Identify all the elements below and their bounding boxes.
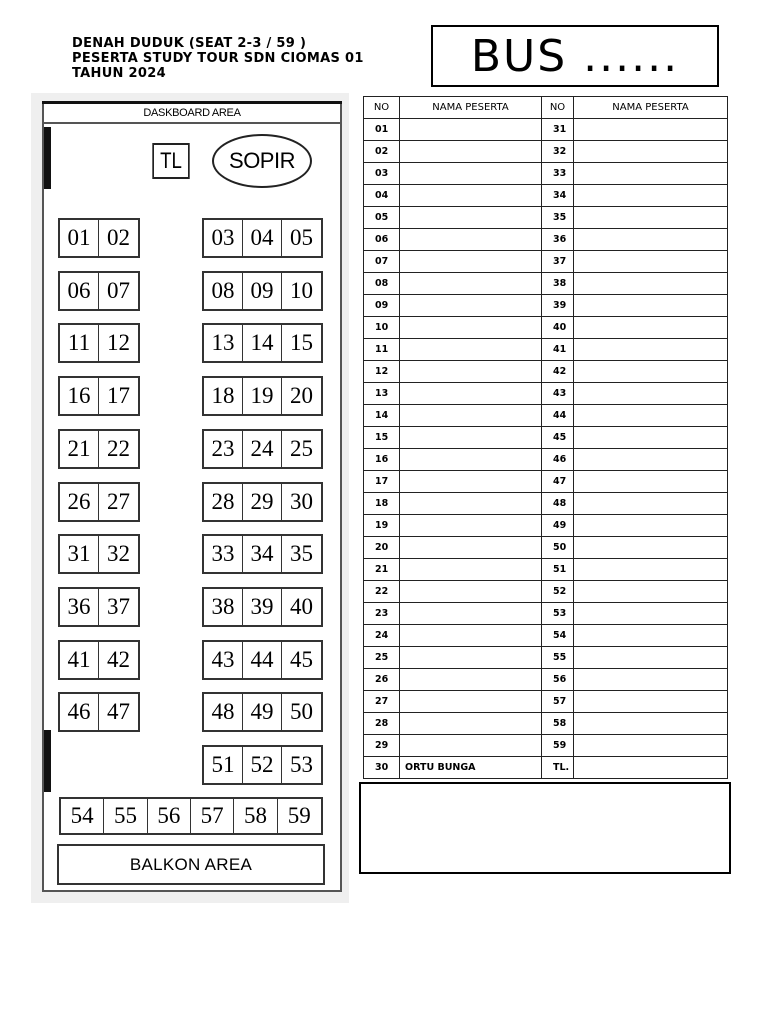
participant-name-cell[interactable] xyxy=(574,295,728,317)
participant-name-cell[interactable] xyxy=(574,471,728,493)
dashboard-area-label: DASKBOARD AREA xyxy=(42,104,342,124)
seat: 14 xyxy=(243,325,282,361)
seat-group-left xyxy=(58,534,140,574)
row-number: 49 xyxy=(542,515,574,537)
seat: 29 xyxy=(243,484,282,520)
row-number: 32 xyxy=(542,141,574,163)
participant-name-cell[interactable] xyxy=(574,207,728,229)
row-number: 05 xyxy=(364,207,400,229)
participant-name-cell[interactable] xyxy=(574,273,728,295)
row-number: 24 xyxy=(364,625,400,647)
seat: 20 xyxy=(290,383,314,408)
participant-name-cell[interactable] xyxy=(400,713,542,735)
participant-name-cell[interactable] xyxy=(574,603,728,625)
row-number: 14 xyxy=(364,405,400,427)
table-row xyxy=(364,757,728,779)
row-number: 34 xyxy=(542,185,574,207)
seat-group-right xyxy=(202,271,323,311)
row-number: 07 xyxy=(364,251,400,273)
seat: 58 xyxy=(234,799,277,833)
row-number: 36 xyxy=(542,229,574,251)
seat: 44 xyxy=(243,642,282,678)
table-row xyxy=(364,581,728,603)
table-row xyxy=(364,207,728,229)
seat: 06 xyxy=(60,273,99,309)
participant-name-cell[interactable] xyxy=(400,273,542,295)
row-number: 03 xyxy=(364,163,400,185)
participant-name-cell[interactable] xyxy=(400,317,542,339)
participant-name-cell[interactable] xyxy=(400,405,542,427)
row-number: 01 xyxy=(364,119,400,141)
row-number: 58 xyxy=(542,713,574,735)
seat: 59 xyxy=(287,803,311,828)
table-row xyxy=(364,449,728,471)
header-name: NAMA PESERTA xyxy=(574,97,728,119)
seat: 03 xyxy=(204,220,243,256)
row-number: 23 xyxy=(364,603,400,625)
participant-name-cell[interactable] xyxy=(574,427,728,449)
participant-name-cell[interactable] xyxy=(574,405,728,427)
table-row xyxy=(364,141,728,163)
seat: 18 xyxy=(204,378,243,414)
table-row xyxy=(364,317,728,339)
seat-group-right xyxy=(202,482,323,522)
participant-name-cell[interactable] xyxy=(400,383,542,405)
participant-name-cell[interactable] xyxy=(400,691,542,713)
participant-name-cell[interactable] xyxy=(574,361,728,383)
table-row xyxy=(364,229,728,251)
row-number: 16 xyxy=(364,449,400,471)
participant-name-cell[interactable] xyxy=(574,119,728,141)
row-number: 41 xyxy=(542,339,574,361)
seat: 57 xyxy=(191,799,234,833)
participant-name-cell[interactable] xyxy=(400,427,542,449)
seat-group-right xyxy=(202,692,323,732)
participant-name-cell[interactable] xyxy=(400,141,542,163)
seat: 21 xyxy=(60,431,99,467)
seat-group-right xyxy=(202,587,323,627)
row-number: 50 xyxy=(542,537,574,559)
participant-name-cell[interactable] xyxy=(574,735,728,757)
participant-table xyxy=(363,96,728,779)
seat: 43 xyxy=(204,642,243,678)
seat: 09 xyxy=(243,273,282,309)
header-subtitle-line: PESERTA STUDY TOUR SDN CIOMAS 01 xyxy=(72,51,364,66)
seat: 04 xyxy=(243,220,282,256)
header-year-line: TAHUN 2024 xyxy=(72,66,166,81)
row-number: 59 xyxy=(542,735,574,757)
seat: 49 xyxy=(243,694,282,730)
row-number: 43 xyxy=(542,383,574,405)
seat: 52 xyxy=(243,747,282,783)
tour-leader-seat: TL xyxy=(152,143,189,179)
seat-group-left xyxy=(58,692,140,732)
table-row xyxy=(364,361,728,383)
participant-name-cell[interactable] xyxy=(400,229,542,251)
seat: 41 xyxy=(60,642,99,678)
front-door-marker xyxy=(44,127,51,189)
row-number: 04 xyxy=(364,185,400,207)
seat: 51 xyxy=(204,747,243,783)
participant-name-cell[interactable] xyxy=(400,163,542,185)
row-number: 47 xyxy=(542,471,574,493)
participant-name-cell[interactable] xyxy=(574,559,728,581)
row-number: 37 xyxy=(542,251,574,273)
row-number: 26 xyxy=(364,669,400,691)
participant-name-cell[interactable] xyxy=(400,295,542,317)
table-row xyxy=(364,119,728,141)
participant-name-cell[interactable] xyxy=(400,669,542,691)
row-number: 28 xyxy=(364,713,400,735)
participant-name-cell[interactable]: ORTU BUNGA xyxy=(400,757,542,779)
participant-name-cell[interactable] xyxy=(400,625,542,647)
seat-group-left xyxy=(58,376,140,416)
seat-group-left xyxy=(58,587,140,627)
seat: 40 xyxy=(290,594,314,619)
table-header-row xyxy=(364,97,728,119)
table-row xyxy=(364,405,728,427)
participant-name-cell[interactable] xyxy=(574,141,728,163)
row-number: 38 xyxy=(542,273,574,295)
participant-name-cell[interactable] xyxy=(574,449,728,471)
seat: 26 xyxy=(60,484,99,520)
participant-name-cell[interactable] xyxy=(400,493,542,515)
seat: 39 xyxy=(243,589,282,625)
seat: 11 xyxy=(60,325,99,361)
seat: 12 xyxy=(107,330,130,355)
row-number: 44 xyxy=(542,405,574,427)
participant-name-cell[interactable] xyxy=(574,317,728,339)
table-row xyxy=(364,339,728,361)
seat: 27 xyxy=(107,489,130,514)
row-number: 33 xyxy=(542,163,574,185)
seat: 50 xyxy=(290,699,314,724)
participant-name-cell[interactable] xyxy=(574,185,728,207)
bus-number-box: BUS ...... xyxy=(431,25,719,87)
participant-name-cell[interactable] xyxy=(574,713,728,735)
table-row xyxy=(364,251,728,273)
seat: 34 xyxy=(243,536,282,572)
row-number: 35 xyxy=(542,207,574,229)
seat: 22 xyxy=(107,436,130,461)
participant-name-cell[interactable] xyxy=(400,339,542,361)
table-row xyxy=(364,493,728,515)
back-row-seats xyxy=(59,797,323,835)
seat-group-right xyxy=(202,323,323,363)
row-number: 54 xyxy=(542,625,574,647)
participant-name-cell[interactable] xyxy=(400,361,542,383)
seat: 35 xyxy=(290,541,314,566)
participant-name-cell[interactable] xyxy=(400,185,542,207)
seat: 45 xyxy=(290,647,314,672)
row-number: 56 xyxy=(542,669,574,691)
header-name: NAMA PESERTA xyxy=(400,97,542,119)
table-row xyxy=(364,713,728,735)
table-row xyxy=(364,691,728,713)
seat: 38 xyxy=(204,589,243,625)
row-number: 53 xyxy=(542,603,574,625)
row-number: 17 xyxy=(364,471,400,493)
row-number: 52 xyxy=(542,581,574,603)
notes-box[interactable] xyxy=(359,782,731,874)
seat-group-right xyxy=(202,640,323,680)
table-row xyxy=(364,735,728,757)
participant-name-cell[interactable] xyxy=(574,537,728,559)
seat: 32 xyxy=(107,541,130,566)
row-number: 02 xyxy=(364,141,400,163)
row-number: 55 xyxy=(542,647,574,669)
document-header xyxy=(72,36,364,81)
seat: 36 xyxy=(60,589,99,625)
participant-name-cell[interactable] xyxy=(400,471,542,493)
seat-group-right xyxy=(202,218,323,258)
seat: 08 xyxy=(204,273,243,309)
participant-name-cell[interactable] xyxy=(574,163,728,185)
table-row xyxy=(364,163,728,185)
participant-name-cell[interactable] xyxy=(400,449,542,471)
participant-name-cell[interactable] xyxy=(574,515,728,537)
participant-name-cell[interactable] xyxy=(574,757,728,779)
balkon-area-label: BALKON AREA xyxy=(57,844,325,885)
seat: 53 xyxy=(290,752,314,777)
seat: 47 xyxy=(107,699,130,724)
seat: 16 xyxy=(60,378,99,414)
row-number: 40 xyxy=(542,317,574,339)
seat: 15 xyxy=(290,330,314,355)
seat: 37 xyxy=(107,594,130,619)
participant-name-cell[interactable] xyxy=(400,735,542,757)
table-row xyxy=(364,559,728,581)
row-number: 15 xyxy=(364,427,400,449)
seat-group-left xyxy=(58,323,140,363)
table-row xyxy=(364,669,728,691)
row-number: 06 xyxy=(364,229,400,251)
row-number: 57 xyxy=(542,691,574,713)
table-row xyxy=(364,625,728,647)
participant-name-cell[interactable] xyxy=(400,251,542,273)
seat: 23 xyxy=(204,431,243,467)
table-row xyxy=(364,273,728,295)
participant-name-cell[interactable] xyxy=(400,515,542,537)
seat: 31 xyxy=(60,536,99,572)
seat: 02 xyxy=(107,225,130,250)
seat: 48 xyxy=(204,694,243,730)
row-number: 42 xyxy=(542,361,574,383)
table-row xyxy=(364,383,728,405)
table-row xyxy=(364,647,728,669)
seat-group-right xyxy=(202,376,323,416)
driver-seat: SOPIR xyxy=(212,134,312,188)
seat: 28 xyxy=(204,484,243,520)
row-number: 48 xyxy=(542,493,574,515)
table-row xyxy=(364,295,728,317)
seat-group-left xyxy=(58,218,140,258)
table-row xyxy=(364,427,728,449)
participant-name-cell[interactable] xyxy=(400,581,542,603)
row-number: 51 xyxy=(542,559,574,581)
participant-name-cell[interactable] xyxy=(574,625,728,647)
seat: 05 xyxy=(290,225,314,250)
seat-group-right xyxy=(202,534,323,574)
row-number: 39 xyxy=(542,295,574,317)
header-no: NO xyxy=(364,97,400,119)
participant-name-cell[interactable] xyxy=(574,581,728,603)
row-number: 21 xyxy=(364,559,400,581)
header-title-line: DENAH DUDUK (SEAT 2-3 / 59 ) xyxy=(72,36,307,51)
row-number: 27 xyxy=(364,691,400,713)
table-row xyxy=(364,537,728,559)
participant-name-cell[interactable] xyxy=(400,207,542,229)
seat: 46 xyxy=(60,694,99,730)
participant-name-cell[interactable] xyxy=(400,559,542,581)
row-number: 13 xyxy=(364,383,400,405)
row-number: 46 xyxy=(542,449,574,471)
seat: 19 xyxy=(243,378,282,414)
seat: 17 xyxy=(107,383,130,408)
seat: 24 xyxy=(243,431,282,467)
row-number: 25 xyxy=(364,647,400,669)
row-number: 09 xyxy=(364,295,400,317)
rear-door-marker xyxy=(44,730,51,792)
participant-name-cell[interactable] xyxy=(400,647,542,669)
participant-name-cell[interactable] xyxy=(574,647,728,669)
participant-name-cell[interactable] xyxy=(400,119,542,141)
header-no: NO xyxy=(542,97,574,119)
seat: 30 xyxy=(290,489,314,514)
seat-group-left xyxy=(58,482,140,522)
table-row xyxy=(364,603,728,625)
seat-group-left xyxy=(58,271,140,311)
participant-name-cell[interactable] xyxy=(574,691,728,713)
participant-name-cell[interactable] xyxy=(400,537,542,559)
seat-group-right xyxy=(202,745,323,785)
participant-name-cell[interactable] xyxy=(400,603,542,625)
row-number: 19 xyxy=(364,515,400,537)
seat-group-right xyxy=(202,429,323,469)
table-row xyxy=(364,471,728,493)
seat: 01 xyxy=(60,220,99,256)
seat: 10 xyxy=(290,278,314,303)
seat-group-left xyxy=(58,640,140,680)
seat: 54 xyxy=(61,799,104,833)
seat: 56 xyxy=(148,799,191,833)
row-number: 31 xyxy=(542,119,574,141)
participant-name-cell[interactable] xyxy=(574,493,728,515)
participant-name-cell[interactable] xyxy=(574,669,728,691)
seat-group-left xyxy=(58,429,140,469)
row-number: 45 xyxy=(542,427,574,449)
row-number: 30 xyxy=(364,757,400,779)
row-number: 12 xyxy=(364,361,400,383)
participant-name-cell[interactable] xyxy=(574,383,728,405)
row-number: TL. xyxy=(542,757,574,779)
row-number: 22 xyxy=(364,581,400,603)
row-number: 18 xyxy=(364,493,400,515)
seat: 33 xyxy=(204,536,243,572)
table-row xyxy=(364,185,728,207)
participant-name-cell[interactable] xyxy=(574,229,728,251)
seat: 13 xyxy=(204,325,243,361)
seat: 07 xyxy=(107,278,130,303)
seat: 55 xyxy=(104,799,147,833)
row-number: 29 xyxy=(364,735,400,757)
table-row xyxy=(364,515,728,537)
seat: 25 xyxy=(290,436,314,461)
row-number: 20 xyxy=(364,537,400,559)
row-number: 10 xyxy=(364,317,400,339)
seat: 42 xyxy=(107,647,130,672)
row-number: 11 xyxy=(364,339,400,361)
table-body xyxy=(364,119,728,779)
participant-name-cell[interactable] xyxy=(574,251,728,273)
row-number: 08 xyxy=(364,273,400,295)
participant-name-cell[interactable] xyxy=(574,339,728,361)
